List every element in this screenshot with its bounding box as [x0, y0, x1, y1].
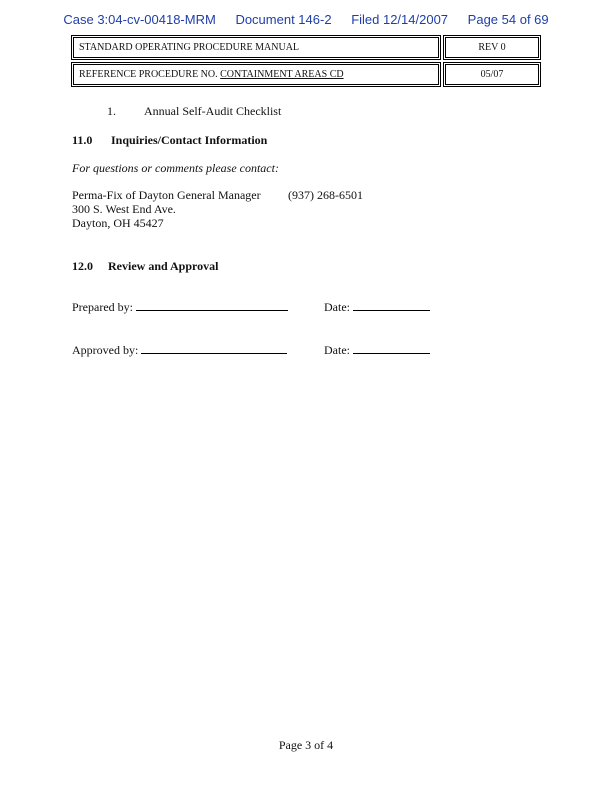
contact-name: Perma-Fix of Dayton General Manager	[72, 188, 261, 202]
approved-by-signature-line[interactable]	[141, 343, 287, 354]
filed-date: Filed 12/14/2007	[351, 12, 449, 27]
revision-cell: REV 0	[443, 35, 541, 60]
section-12-number: 12.0	[72, 259, 93, 273]
prepared-by-signature-line[interactable]	[136, 300, 288, 311]
court-filing-stamp	[0, 12, 612, 27]
prepared-by-label: Prepared by:	[72, 300, 133, 314]
page-footer: Page 3 of 4	[278, 738, 334, 752]
list-item-number: 1.	[107, 104, 116, 118]
manual-title-cell: STANDARD OPERATING PROCEDURE MANUAL	[71, 35, 441, 60]
contact-intro: For questions or comments please contact:	[72, 161, 279, 175]
prepared-by-row	[72, 300, 288, 314]
prepared-date-line[interactable]	[353, 300, 430, 311]
reference-label: REFERENCE PROCEDURE NO.	[79, 69, 221, 80]
revision-date-cell: 05/07	[443, 62, 541, 87]
document-number: Document 146-2	[235, 12, 332, 27]
approved-date-line[interactable]	[353, 343, 430, 354]
contact-phone: (937) 268-6501	[288, 188, 363, 202]
sop-header-table	[71, 35, 541, 89]
prepared-date-row	[324, 300, 430, 314]
filing-page-number: Page 54 of 69	[467, 12, 549, 27]
section-12-title: Review and Approval	[108, 259, 219, 273]
list-item-text: Annual Self-Audit Checklist	[144, 104, 282, 118]
prepared-date-label: Date:	[324, 300, 350, 314]
reference-procedure-cell	[71, 62, 441, 87]
procedure-name: CONTAINMENT AREAS CD	[220, 69, 344, 80]
approved-by-row	[72, 343, 287, 357]
section-11-title: Inquiries/Contact Information	[111, 133, 268, 147]
header-row-reference	[71, 62, 541, 87]
address-line-1: 300 S. West End Ave.	[72, 202, 176, 216]
case-number: Case 3:04-cv-00418-MRM	[63, 12, 216, 27]
approved-date-row	[324, 343, 430, 357]
approved-by-label: Approved by:	[72, 343, 139, 357]
section-11-number: 11.0	[72, 133, 93, 147]
header-row-manual	[71, 35, 541, 60]
address-line-2: Dayton, OH 45427	[72, 216, 164, 230]
approved-date-label: Date:	[324, 343, 350, 357]
